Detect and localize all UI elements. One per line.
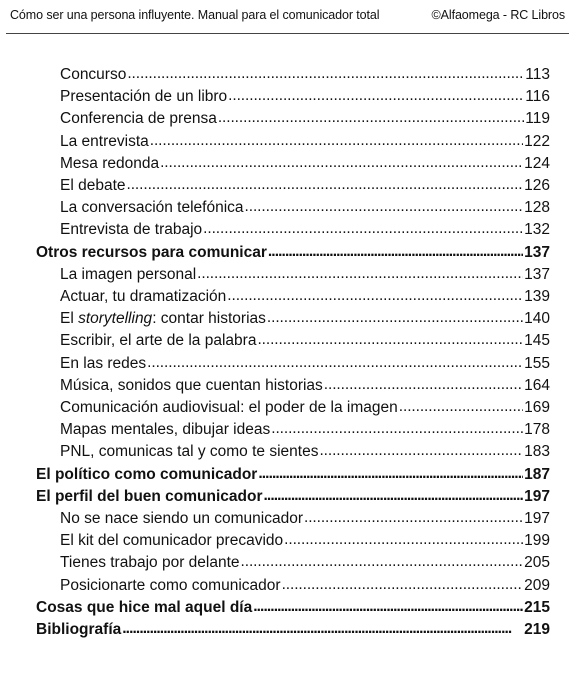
toc-section (60, 508, 550, 530)
dot-leader (324, 374, 523, 396)
toc-page-number: 145 (524, 332, 550, 350)
toc-entry-title: PNL, comunicas tal y como te sientes (60, 443, 319, 461)
dot-leader (319, 440, 523, 462)
toc-entry-title: El debate (60, 177, 126, 194)
toc-page-number: 215 (524, 598, 550, 616)
toc-page-number: 219 (524, 621, 550, 638)
toc-entry-title: El perfil del buen comunicador (36, 487, 263, 505)
dot-leader (304, 507, 523, 529)
dot-leader (122, 618, 523, 640)
toc-entry-title: Posicionarte como comunicador (60, 576, 281, 594)
toc-section (60, 419, 550, 441)
dot-leader (150, 130, 523, 152)
toc-entry-title-emphasis: storytelling (78, 310, 153, 328)
dot-leader (147, 352, 523, 374)
toc-page-number: 128 (524, 199, 550, 217)
toc-page-number: 139 (524, 288, 550, 305)
toc-entry-title: El kit del comunicador precavido (60, 532, 284, 550)
dot-leader (399, 396, 523, 418)
toc-entry-title: Tienes trabajo por delante (60, 554, 240, 572)
dot-leader (197, 263, 523, 285)
book-title: Cómo ser una persona influyente. Manual para el comunicador total (10, 8, 380, 22)
toc-page-number: 183 (524, 443, 550, 461)
toc-entry-title: La conversación telefónica (60, 199, 244, 217)
toc-section (60, 64, 550, 86)
toc-page-number: 132 (524, 221, 550, 239)
toc-page-number: 169 (524, 399, 550, 416)
toc-section (60, 131, 550, 153)
dot-leader (257, 329, 523, 351)
toc-chapter (36, 597, 550, 619)
toc-page-number: 205 (524, 554, 550, 572)
toc-page-number: 197 (524, 487, 550, 505)
dot-leader (241, 551, 524, 573)
dot-leader (268, 241, 523, 263)
dot-leader (284, 529, 523, 551)
toc-page-number: 113 (525, 66, 550, 83)
toc-section (60, 308, 550, 330)
dot-leader (127, 63, 524, 85)
toc-entry-title: En las redes (60, 354, 147, 372)
dot-leader (264, 485, 524, 507)
toc-chapter (36, 619, 550, 641)
toc-page-number: 197 (524, 510, 550, 527)
toc-section (60, 530, 550, 552)
dot-leader (267, 307, 523, 329)
toc-page-number: 126 (524, 177, 550, 194)
toc-entry-title: El político como comunicador (36, 465, 258, 483)
toc-page-number: 124 (524, 154, 550, 172)
toc-page-number: 209 (524, 576, 550, 594)
dot-leader (271, 418, 523, 440)
toc-chapter (36, 464, 550, 486)
dot-leader (227, 285, 523, 307)
dot-leader (218, 107, 524, 129)
toc-entry-title: Mesa redonda (60, 154, 160, 172)
toc-section (60, 153, 550, 175)
toc-page-number: 140 (524, 310, 550, 328)
toc-section (60, 552, 550, 574)
toc-page-number: 137 (524, 265, 550, 283)
toc-entry-title: Cosas que hice mal aquel día (36, 598, 253, 616)
toc-page-number: 155 (524, 354, 550, 372)
toc-page-number: 119 (525, 110, 550, 128)
toc-entry-title: Música, sonidos que cuentan historias (60, 376, 323, 394)
header-rule (6, 33, 569, 34)
toc-entry-title-pre: El (60, 310, 79, 328)
dot-leader (160, 152, 523, 174)
toc-entry-title: Actuar, tu dramatización (60, 288, 227, 305)
toc-section (60, 375, 550, 397)
dot-leader (245, 196, 524, 218)
dot-leader (203, 218, 523, 240)
toc-entry-title (60, 308, 266, 330)
dot-leader (253, 596, 523, 618)
toc-section (60, 264, 550, 286)
toc-entry-title: Conferencia de prensa (60, 110, 217, 128)
toc-chapter (36, 486, 550, 508)
toc-entry-title: Escribir, el arte de la palabra (60, 332, 257, 350)
toc-entry-title: Otros recursos para comunicar (36, 243, 267, 261)
copyright-notice: ©Alfaomega - RC Libros (431, 8, 565, 22)
toc-section (60, 286, 550, 308)
toc-chapter (36, 242, 550, 264)
toc-section (60, 219, 550, 241)
toc-page-number: 116 (525, 88, 550, 106)
dot-leader (258, 463, 523, 485)
toc-entry-title-post: : contar historias (152, 310, 266, 328)
toc-section (60, 397, 550, 419)
toc-section (60, 108, 550, 130)
toc-section (60, 353, 550, 375)
toc-entry-title: Comunicación audiovisual: el poder de la imagen (60, 399, 398, 416)
running-header (10, 8, 565, 22)
toc-section (60, 575, 550, 597)
toc-section (60, 175, 550, 197)
toc-section (60, 197, 550, 219)
toc-page-number: 187 (524, 465, 550, 483)
dot-leader (127, 174, 524, 196)
toc-section (60, 330, 550, 352)
toc-section (60, 86, 550, 108)
toc-entry-title: La entrevista (60, 132, 149, 150)
toc-entry-title: Mapas mentales, dibujar ideas (60, 421, 271, 439)
toc-section (60, 441, 550, 463)
toc-entry-title: Concurso (60, 66, 127, 83)
toc-page-number: 122 (524, 132, 550, 150)
toc-entry-title: Presentación de un libro (60, 88, 228, 106)
toc-entry-title: La imagen personal (60, 265, 197, 283)
toc-page-number: 178 (524, 421, 550, 439)
dot-leader (228, 85, 524, 107)
toc-page-number: 164 (524, 376, 550, 394)
toc-page-number: 199 (524, 532, 550, 550)
toc-entry-title: Entrevista de trabajo (60, 221, 203, 239)
toc-page-number: 137 (524, 243, 550, 261)
toc-entry-title: No se nace siendo un comunicador (60, 510, 303, 527)
toc-entry-title: Bibliografía (36, 621, 122, 638)
dot-leader (282, 574, 524, 596)
